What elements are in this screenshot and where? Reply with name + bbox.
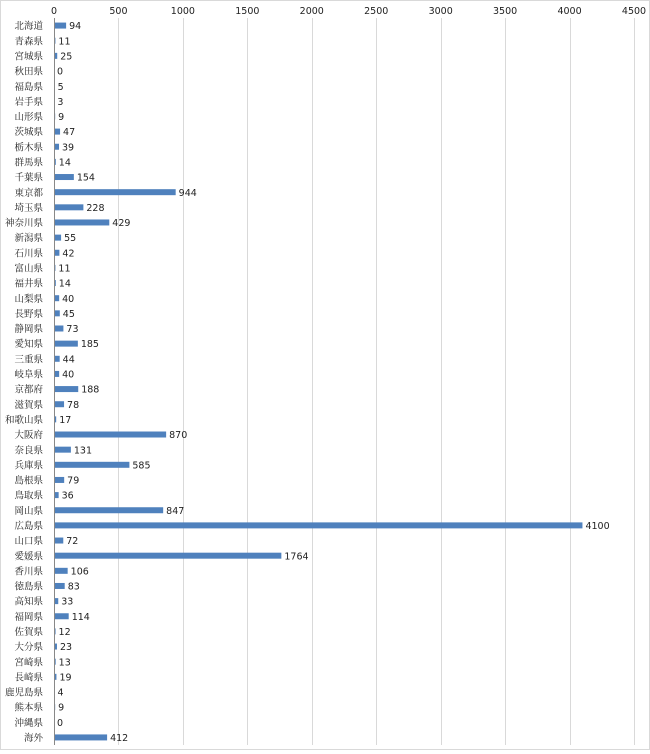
data-label: 5 (58, 82, 64, 93)
bar (54, 553, 281, 559)
data-label: 40 (62, 370, 74, 381)
data-label: 73 (66, 324, 78, 335)
data-label: 188 (81, 385, 99, 396)
bar (54, 734, 107, 740)
bar (54, 613, 69, 619)
category-label: 茨城県 (14, 126, 43, 138)
data-label: 185 (81, 339, 99, 350)
bar (54, 432, 166, 438)
chart-background (1, 1, 650, 750)
data-label: 19 (59, 672, 71, 683)
data-label: 14 (59, 157, 71, 168)
data-label: 13 (59, 657, 71, 668)
category-label: 香川県 (14, 565, 43, 577)
category-label: 兵庫県 (14, 459, 43, 471)
category-label: 三重県 (14, 353, 43, 365)
bar (54, 568, 68, 574)
category-label: 愛知県 (14, 338, 43, 350)
bar (54, 325, 63, 331)
category-label: 宮崎県 (14, 656, 43, 668)
category-label: 栃木県 (14, 141, 43, 153)
data-label: 40 (62, 294, 74, 305)
data-label: 55 (64, 233, 76, 244)
category-label: 大分県 (14, 641, 43, 653)
category-label: 愛媛県 (14, 550, 43, 562)
data-label: 4100 (585, 521, 609, 532)
x-tick-label: 4500 (622, 6, 646, 17)
data-label: 870 (169, 430, 187, 441)
bar (54, 538, 63, 544)
category-label: 山口県 (14, 535, 43, 547)
category-label: 北海道 (14, 20, 43, 32)
category-label: 群馬県 (14, 156, 43, 168)
category-label: 岡山県 (14, 505, 43, 517)
data-label: 94 (69, 21, 81, 32)
category-label: 佐賀県 (14, 626, 43, 638)
category-label: 高知県 (14, 596, 43, 608)
x-tick-label: 0 (51, 6, 57, 17)
category-label: 長野県 (14, 309, 43, 320)
bar (54, 219, 109, 225)
data-label: 45 (63, 309, 75, 320)
data-label: 39 (62, 142, 74, 153)
category-label: 富山県 (14, 263, 43, 275)
category-label: 長崎県 (14, 671, 43, 683)
x-tick-label: 2000 (300, 6, 324, 17)
x-tick-label: 3000 (429, 6, 453, 17)
category-label: 熊本県 (14, 702, 43, 714)
bar (54, 507, 163, 513)
data-label: 79 (67, 476, 79, 487)
bar (54, 23, 66, 29)
category-label: 静岡県 (14, 323, 43, 335)
data-label: 847 (166, 506, 184, 517)
category-label: 福島県 (14, 81, 43, 93)
category-label: 岐阜県 (14, 369, 43, 381)
bar (54, 386, 78, 392)
x-tick-label: 1000 (171, 6, 195, 17)
data-label: 114 (72, 612, 90, 623)
data-label: 72 (66, 536, 78, 547)
data-label: 11 (58, 36, 70, 47)
bar (54, 174, 74, 180)
x-tick-label: 3500 (493, 6, 517, 17)
category-label: 青森県 (14, 35, 43, 47)
data-label: 44 (63, 354, 75, 365)
category-label: 沖縄県 (14, 717, 43, 729)
bar (54, 401, 64, 407)
category-label: 福井県 (14, 278, 43, 290)
data-label: 412 (110, 733, 128, 744)
category-label: 秋田県 (14, 66, 43, 78)
data-label: 11 (58, 264, 70, 275)
category-label: 鳥取県 (14, 490, 43, 502)
data-label: 36 (62, 491, 74, 502)
category-label: 山形県 (14, 111, 43, 123)
bar (54, 235, 61, 241)
category-label: 東京都 (14, 187, 43, 199)
bar (54, 204, 83, 210)
category-label: 海外 (24, 732, 44, 744)
data-label: 17 (59, 415, 71, 426)
data-label: 12 (59, 627, 71, 638)
data-label: 42 (62, 248, 74, 259)
x-tick-label: 4000 (557, 6, 581, 17)
data-label: 585 (132, 460, 150, 471)
data-label: 9 (58, 112, 64, 123)
data-label: 228 (86, 203, 104, 214)
category-label: 和歌山県 (5, 414, 44, 426)
x-tick-label: 2500 (364, 6, 388, 17)
category-label: 滋賀県 (14, 399, 43, 411)
data-label: 0 (57, 67, 63, 78)
category-label: 鹿児島県 (5, 687, 44, 699)
category-label: 広島県 (14, 520, 43, 532)
data-label: 0 (57, 718, 63, 729)
category-label: 千葉県 (14, 172, 43, 184)
data-label: 47 (63, 127, 75, 138)
data-label: 154 (77, 173, 95, 184)
data-label: 4 (58, 688, 64, 699)
bar (54, 189, 176, 195)
data-label: 131 (74, 445, 92, 456)
bar (54, 447, 71, 453)
bar (54, 341, 78, 347)
category-label: 大阪府 (14, 429, 43, 441)
data-label: 78 (67, 400, 79, 411)
data-label: 9 (58, 703, 64, 714)
data-label: 1764 (284, 551, 308, 562)
data-label: 23 (60, 642, 72, 653)
x-tick-label: 1500 (235, 6, 259, 17)
category-label: 徳島県 (14, 581, 43, 593)
data-label: 25 (60, 51, 72, 62)
category-label: 京都府 (14, 384, 43, 396)
category-label: 新潟県 (14, 232, 43, 244)
data-label: 14 (59, 279, 71, 290)
bar (54, 477, 64, 483)
data-label: 106 (71, 566, 89, 577)
bar (54, 583, 65, 589)
category-label: 埼玉県 (14, 202, 43, 214)
category-label: 島根県 (14, 475, 43, 487)
category-label: 宮城県 (14, 50, 43, 62)
category-label: 神奈川県 (5, 217, 44, 229)
x-tick-label: 500 (109, 6, 127, 17)
data-label: 429 (112, 218, 130, 229)
category-label: 福岡県 (14, 611, 43, 623)
category-label: 岩手県 (14, 96, 43, 108)
data-label: 83 (68, 582, 80, 593)
data-label: 33 (61, 597, 73, 608)
data-label: 3 (57, 97, 63, 108)
bar (54, 462, 129, 468)
category-label: 石川県 (14, 248, 43, 259)
category-label: 山梨県 (14, 293, 43, 305)
bar (54, 522, 582, 528)
data-label: 944 (179, 188, 197, 199)
category-label: 奈良県 (14, 444, 43, 456)
